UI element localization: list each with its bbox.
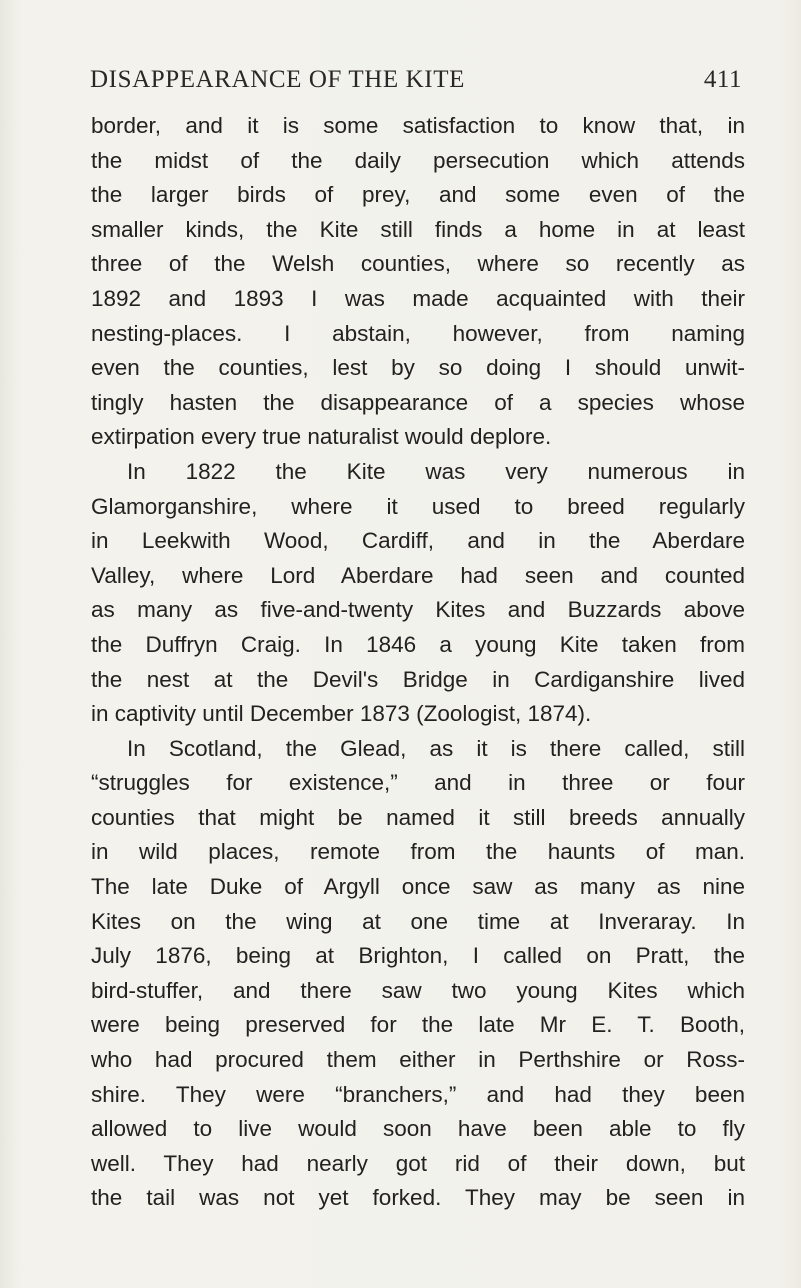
text-line: the midst of the daily persecution which attends bbox=[91, 147, 745, 173]
text-line: as many as five-and-twenty Kites and Buzzards above bbox=[91, 597, 745, 623]
text-line: extirpation every true naturalist would deplore. bbox=[91, 424, 552, 450]
text-line: Glamorganshire, where it used to breed regularly bbox=[91, 493, 745, 519]
text-line: In Scotland, the Glead, as it is there called, still bbox=[127, 735, 745, 761]
text-line: bird-stuffer, and there saw two young Kites which bbox=[91, 977, 745, 1003]
text-line: 1892 and 1893 I was made acquainted with their bbox=[91, 285, 745, 311]
text-line: who had procured them either in Perthshire or Ross- bbox=[91, 1047, 745, 1073]
text-line: Valley, where Lord Aberdare had seen and counted bbox=[91, 562, 745, 588]
text-line: “struggles for existence,” and in three or four bbox=[91, 770, 745, 796]
body-text bbox=[91, 109, 745, 1216]
text-line: counties that might be named it still breeds annually bbox=[91, 804, 745, 830]
text-line: the larger birds of prey, and some even of the bbox=[91, 182, 745, 208]
text-line: border, and it is some satisfaction to know that, in bbox=[91, 113, 745, 138]
text-line: well. They had nearly got rid of their down, but bbox=[91, 1150, 745, 1176]
text-line: July 1876, being at Brighton, I called on Pratt, the bbox=[91, 943, 745, 969]
text-line: nesting-places. I abstain, however, from naming bbox=[91, 320, 745, 346]
running-header bbox=[90, 66, 742, 100]
text-line: In 1822 the Kite was very numerous in bbox=[127, 458, 745, 484]
text-line: shire. They were “branchers,” and had they been bbox=[91, 1081, 745, 1107]
text-line: three of the Welsh counties, where so recently as bbox=[91, 251, 745, 277]
text-line: in Leekwith Wood, Cardiff, and in the Aberdare bbox=[91, 528, 745, 554]
text-line: smaller kinds, the Kite still finds a home in at least bbox=[91, 216, 745, 242]
text-line: in wild places, remote from the haunts of man. bbox=[91, 839, 745, 865]
text-line: the nest at the Devil's Bridge in Cardiganshire lived bbox=[91, 666, 745, 692]
running-title: DISAPPEARANCE OF THE KITE bbox=[90, 66, 465, 93]
text-line: allowed to live would soon have been able to fly bbox=[91, 1116, 745, 1142]
page-number: 411 bbox=[703, 66, 742, 93]
text-line: the tail was not yet forked. They may be seen in bbox=[91, 1185, 745, 1211]
text-line: even the counties, lest by so doing I should unwit- bbox=[91, 355, 745, 381]
text-line: were being preserved for the late Mr E. T. Booth, bbox=[91, 1012, 745, 1038]
text-line: the Duffryn Craig. In 1846 a young Kite taken from bbox=[91, 631, 745, 657]
text-line: tingly hasten the disappearance of a species whose bbox=[91, 389, 745, 415]
text-line: The late Duke of Argyll once saw as many as nine bbox=[91, 874, 745, 900]
text-line: in captivity until December 1873 (Zoologist, 1874). bbox=[91, 701, 592, 727]
text-line: Kites on the wing at one time at Inveraray. In bbox=[91, 908, 745, 934]
